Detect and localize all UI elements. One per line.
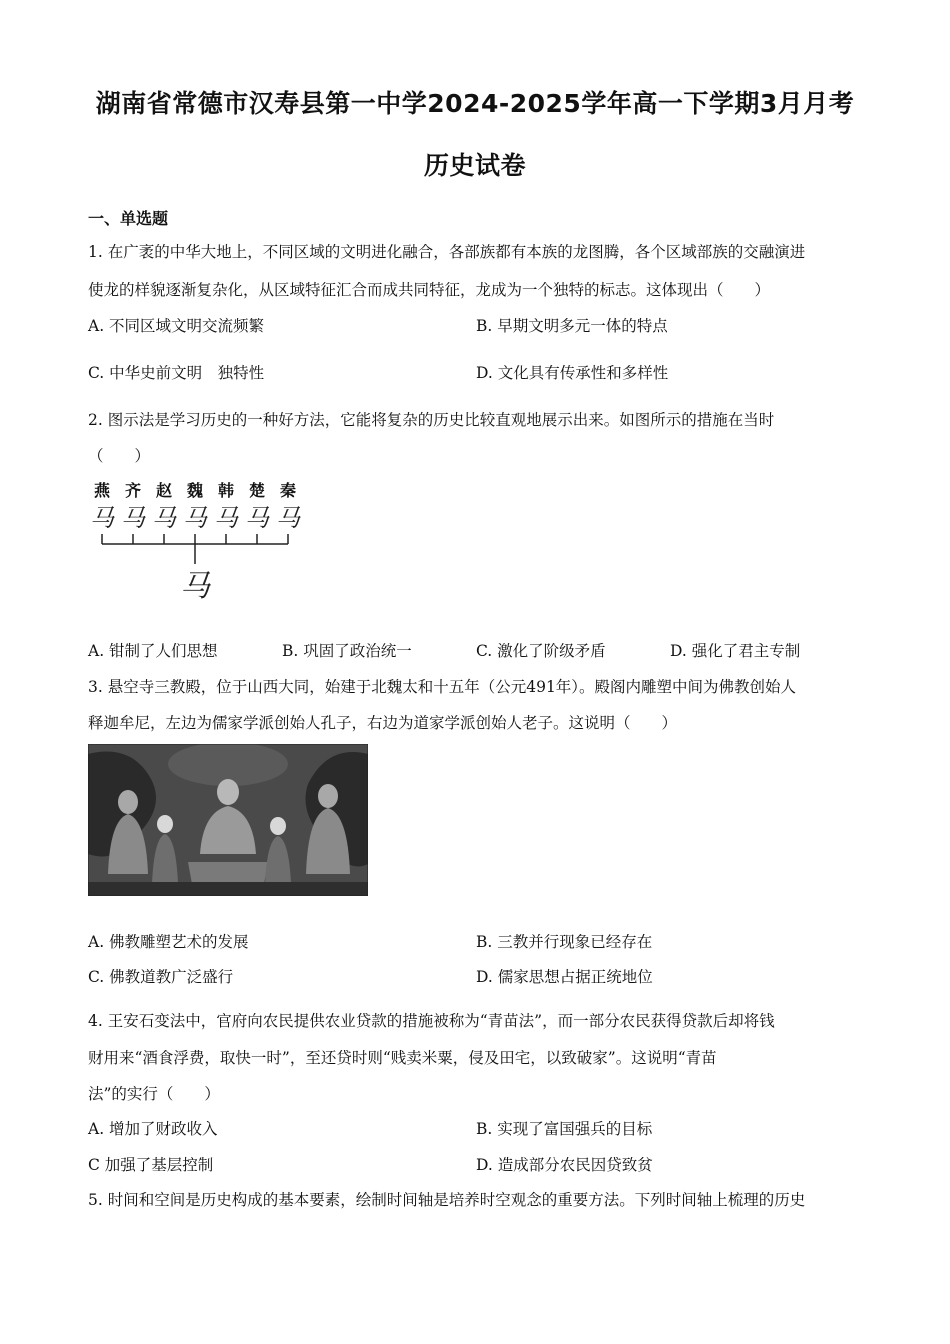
state-seal-glyph: 马 <box>245 504 269 532</box>
state-label: 秦 <box>279 481 297 500</box>
section-heading: 一、单选题 <box>88 209 169 228</box>
question-text-line: 释迦牟尼，左边为儒家学派创始人孔子，右边为道家学派创始人老子。这说明（ ） <box>88 714 678 732</box>
question-text-line: 使龙的样貌逐渐复杂化，从区域特征汇合而成共同特征，龙成为一个独特的标志。这体现出（ ） <box>88 281 771 299</box>
question-text-line: 财用来“酒食浮费，取快一时”，至还贷时则“贱卖米粟，侵及田宅，以致破家”。这说明“青苗 <box>88 1049 717 1067</box>
option-a[interactable]: A. 钳制了人们思想 <box>88 642 218 660</box>
question-text-line: 法”的实行（ ） <box>88 1085 220 1103</box>
option-c[interactable]: C. 佛教道教广泛盛行 <box>88 968 234 986</box>
paper-title-line2: 历史试卷 <box>423 151 526 180</box>
question-text-line: 2. 图示法是学习历史的一种好方法，它能将复杂的历史比较直观地展示出来。如图所示的措施在当时 <box>88 411 775 429</box>
option-c[interactable]: C. 激化了阶级矛盾 <box>476 642 606 660</box>
option-b[interactable]: B. 实现了富国强兵的目标 <box>476 1120 653 1138</box>
option-b[interactable]: B. 三教并行现象已经存在 <box>476 933 653 951</box>
state-seal-glyph: 马 <box>152 504 176 532</box>
seal-script-diagram <box>86 478 308 608</box>
three-teachings-statue-photo <box>88 744 368 896</box>
state-seal-glyph: 马 <box>90 504 114 532</box>
state-label: 赵 <box>155 481 173 500</box>
option-a[interactable]: A. 增加了财政收入 <box>88 1120 218 1138</box>
option-a[interactable]: A. 不同区域文明交流频繁 <box>88 317 265 335</box>
unified-seal-glyph: 马 <box>180 569 210 604</box>
option-c[interactable]: C. 中华史前文明 独特性 <box>88 364 265 382</box>
question-text-line: 3. 悬空寺三教殿，位于山西大同，始建于北魏太和十五年（公元491年）。殿阁内雕塑中间为佛教创始人 <box>88 678 797 696</box>
state-label: 齐 <box>124 481 142 500</box>
option-d[interactable]: D. 造成部分农民因贷致贫 <box>476 1156 653 1174</box>
option-c[interactable]: C 加强了基层控制 <box>88 1156 214 1174</box>
state-seal-glyph: 马 <box>121 504 145 532</box>
state-label: 韩 <box>217 481 235 500</box>
option-d[interactable]: D. 文化具有传承性和多样性 <box>476 364 669 382</box>
state-seal-glyph: 马 <box>183 504 207 532</box>
question-text-line: 4. 王安石变法中，官府向农民提供农业贷款的措施被称为“青苗法”，而一部分农民获得贷款后却将钱 <box>88 1012 775 1030</box>
state-label: 楚 <box>248 481 266 500</box>
option-d[interactable]: D. 儒家思想占据正统地位 <box>476 968 653 986</box>
option-d[interactable]: D. 强化了君主专制 <box>670 642 801 660</box>
question-text-line: 1. 在广袤的中华大地上，不同区域的文明进化融合，各部族都有本族的龙图腾，各个区域部族的交融演进 <box>88 243 806 261</box>
question-text-line: （ ） <box>88 447 151 465</box>
state-seal-glyph: 马 <box>276 504 300 532</box>
option-b[interactable]: B. 巩固了政治统一 <box>282 642 412 660</box>
question-text-line: 5. 时间和空间是历史构成的基本要素，绘制时间轴是培养时空观念的重要方法。下列时间轴上梳理的历史 <box>88 1191 806 1209</box>
state-seal-glyph: 马 <box>214 504 238 532</box>
option-b[interactable]: B. 早期文明多元一体的特点 <box>476 317 668 335</box>
option-a[interactable]: A. 佛教雕塑艺术的发展 <box>88 933 249 951</box>
state-label: 燕 <box>93 481 111 500</box>
state-label: 魏 <box>186 481 204 500</box>
paper-title-line1: 湖南省常德市汉寿县第一中学2024-2025学年高一下学期3月月考 <box>95 89 855 118</box>
